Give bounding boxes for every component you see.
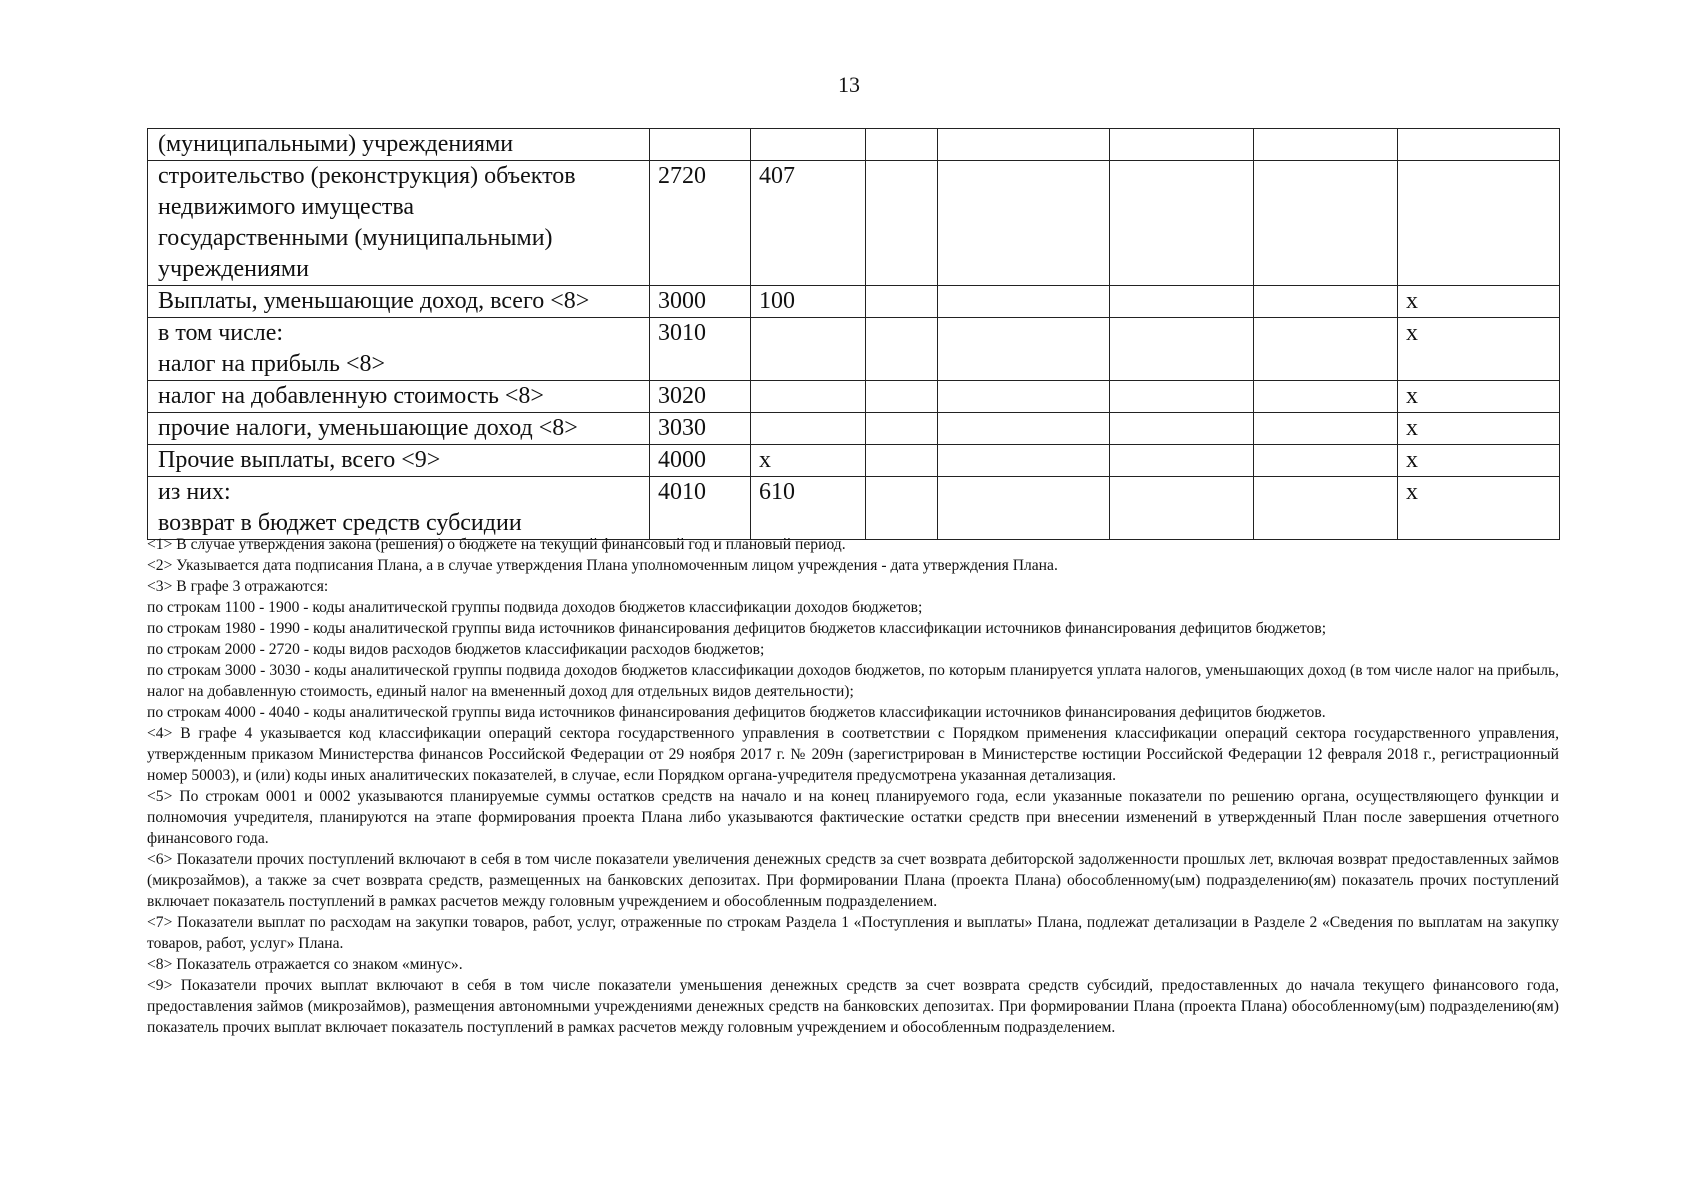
kosgu-cell: [751, 381, 866, 413]
col-5-cell: [938, 129, 1110, 161]
footnote: <4> В графе 4 указывается код классификации операций сектора государственного управления в соответствии с Порядком применения классификации операций сектора государственного управления, утвержденным приказом Министерства финансов Российской Федерации от 29 ноября 2017 г. № 209н (зарегистрирован в Министерстве юстиции Российской Федерации 12 февраля 2018 г., регистрационный номер 50003), и (или) коды иных аналитических показателей, в случае, если Порядком органа-учредителя предусмотрена указанная детализация.: [147, 725, 1559, 784]
row-code-cell: [650, 129, 751, 161]
col-5-cell: [938, 161, 1110, 286]
footnote: по строкам 4000 - 4040 - коды аналитической группы вида источников финансирования дефицитов бюджетов классификации источников финансирования дефицитов бюджетов.: [147, 704, 1326, 721]
row-name-cell: в том числе: налог на прибыль <8>: [148, 318, 650, 381]
col-7-cell: [1254, 318, 1398, 381]
col-5-cell: [938, 413, 1110, 445]
col-8-cell: х: [1398, 381, 1560, 413]
footnote: <2> Указывается дата подписания Плана, а в случае утверждения Плана уполномоченным лицом учреждения - дата утверждения Плана.: [147, 557, 1058, 574]
row-code-cell: 3010: [650, 318, 751, 381]
row-name-cell: прочие налоги, уменьшающие доход <8>: [148, 413, 650, 445]
col-8-cell: х: [1398, 286, 1560, 318]
kosgu-cell: 610: [751, 477, 866, 540]
col-8-cell: [1398, 161, 1560, 286]
col-6-cell: [1110, 381, 1254, 413]
col-6-cell: [1110, 286, 1254, 318]
footnote: <8> Показатель отражается со знаком «минус».: [147, 956, 463, 973]
row-code-cell: 3000: [650, 286, 751, 318]
footnote: <6> Показатели прочих поступлений включают в себя в том числе показатели увеличения денежных средств за счет возврата дебиторской задолженности прошлых лет, включая возврат предоставленных займов (микрозаймов), а также за счет возврата средств, размещенных на банковских депозитах. При формировании Плана (проекта Плана) обособленному(ым) подразделению(ям) показатель прочих поступлений включает показатель поступлений в рамках расчетов между головным учреждением и обособленным подразделением.: [147, 851, 1559, 910]
footnote: по строкам 3000 - 3030 - коды аналитической группы подвида доходов бюджетов классификации доходов бюджетов, по которым планируется уплата налогов, уменьшающих доход (в том числе налог на прибыль, налог на добавленную стоимость, единый налог на вмененный доход для отдельных видов деятельности);: [147, 662, 1559, 700]
table-row: [148, 129, 1560, 161]
footnote: по строкам 1980 - 1990 - коды аналитической группы вида источников финансирования дефицитов бюджетов классификации источников финансирования дефицитов бюджетов;: [147, 620, 1327, 637]
kosgu-cell: 100: [751, 286, 866, 318]
col-4-cell: [866, 445, 938, 477]
row-name-cell: Прочие выплаты, всего <9>: [148, 445, 650, 477]
page-number: 13: [838, 72, 860, 97]
col-6-cell: [1110, 318, 1254, 381]
col-5-cell: [938, 445, 1110, 477]
col-7-cell: [1254, 477, 1398, 540]
row-name-cell: налог на добавленную стоимость <8>: [148, 381, 650, 413]
table-row: [148, 161, 1560, 286]
col-8-cell: х: [1398, 445, 1560, 477]
row-name-cell: строительство (реконструкция) объектов недвижимого имущества государственными (муниципальными) учреждениями: [148, 161, 650, 286]
col-4-cell: [866, 161, 938, 286]
footnotes: [147, 534, 1559, 1038]
col-5-cell: [938, 477, 1110, 540]
table-row: [148, 318, 1560, 381]
plan-table-body: [148, 129, 1560, 540]
footnote: <7> Показатели выплат по расходам на закупки товаров, работ, услуг, отраженные по строкам Раздела 1 «Поступления и выплаты» Плана, подлежат детализации в Разделе 2 «Сведения по выплатам на закупку товаров, работ, услуг» Плана.: [147, 914, 1559, 952]
kosgu-cell: [751, 413, 866, 445]
row-name-cell: из них: возврат в бюджет средств субсидии: [148, 477, 650, 540]
row-code-cell: 2720: [650, 161, 751, 286]
row-name-cell: (муниципальными) учреждениями: [148, 129, 650, 161]
col-5-cell: [938, 286, 1110, 318]
col-5-cell: [938, 381, 1110, 413]
footnote: по строкам 1100 - 1900 - коды аналитической группы подвида доходов бюджетов классификации доходов бюджетов;: [147, 599, 923, 616]
table-row: [148, 413, 1560, 445]
footnote: <5> По строкам 0001 и 0002 указываются планируемые суммы остатков средств на начало и на конец планируемого года, если указанные показатели по решению органа, осуществляющего функции и полномочия учредителя, планируются на этапе формирования проекта Плана либо указываются фактические остатки средств при внесении изменений в утвержденный План после завершения отчетного финансового года.: [147, 788, 1559, 847]
footnote: <9> Показатели прочих выплат включают в себя в том числе показатели уменьшения денежных средств за счет возврата средств субсидий, предоставленных до начала текущего финансового года, предоставления займов (микрозаймов), размещения автономными учреждениями денежных средств на банковских депозитах. При формировании Плана (проекта Плана) обособленному(ым) подразделению(ям) показатель прочих выплат включает показатель поступлений в рамках расчетов между головным учреждением и обособленным подразделением.: [147, 977, 1559, 1036]
table-row: [148, 477, 1560, 540]
kosgu-cell: [751, 129, 866, 161]
col-7-cell: [1254, 381, 1398, 413]
col-8-cell: х: [1398, 318, 1560, 381]
col-4-cell: [866, 477, 938, 540]
footnote: по строкам 2000 - 2720 - коды видов расходов бюджетов классификации расходов бюджетов;: [147, 641, 765, 658]
col-7-cell: [1254, 445, 1398, 477]
col-4-cell: [866, 286, 938, 318]
col-6-cell: [1110, 445, 1254, 477]
col-6-cell: [1110, 413, 1254, 445]
table-row: [148, 286, 1560, 318]
col-7-cell: [1254, 286, 1398, 318]
row-name-cell: Выплаты, уменьшающие доход, всего <8>: [148, 286, 650, 318]
col-6-cell: [1110, 129, 1254, 161]
col-6-cell: [1110, 477, 1254, 540]
table-row: [148, 381, 1560, 413]
col-4-cell: [866, 129, 938, 161]
col-7-cell: [1254, 413, 1398, 445]
col-7-cell: [1254, 161, 1398, 286]
col-5-cell: [938, 318, 1110, 381]
col-8-cell: х: [1398, 477, 1560, 540]
col-4-cell: [866, 381, 938, 413]
row-code-cell: 4010: [650, 477, 751, 540]
footnote: <3> В графе 3 отражаются:: [147, 578, 329, 595]
footnote: <1> В случае утверждения закона (решения) о бюджете на текущий финансовый год и плановый период.: [147, 536, 846, 553]
plan-table: [147, 128, 1560, 540]
row-code-cell: 3030: [650, 413, 751, 445]
kosgu-cell: х: [751, 445, 866, 477]
col-4-cell: [866, 413, 938, 445]
col-7-cell: [1254, 129, 1398, 161]
col-6-cell: [1110, 161, 1254, 286]
table-row: [148, 445, 1560, 477]
row-code-cell: 3020: [650, 381, 751, 413]
col-8-cell: х: [1398, 413, 1560, 445]
row-code-cell: 4000: [650, 445, 751, 477]
col-8-cell: [1398, 129, 1560, 161]
col-4-cell: [866, 318, 938, 381]
kosgu-cell: [751, 318, 866, 381]
kosgu-cell: 407: [751, 161, 866, 286]
